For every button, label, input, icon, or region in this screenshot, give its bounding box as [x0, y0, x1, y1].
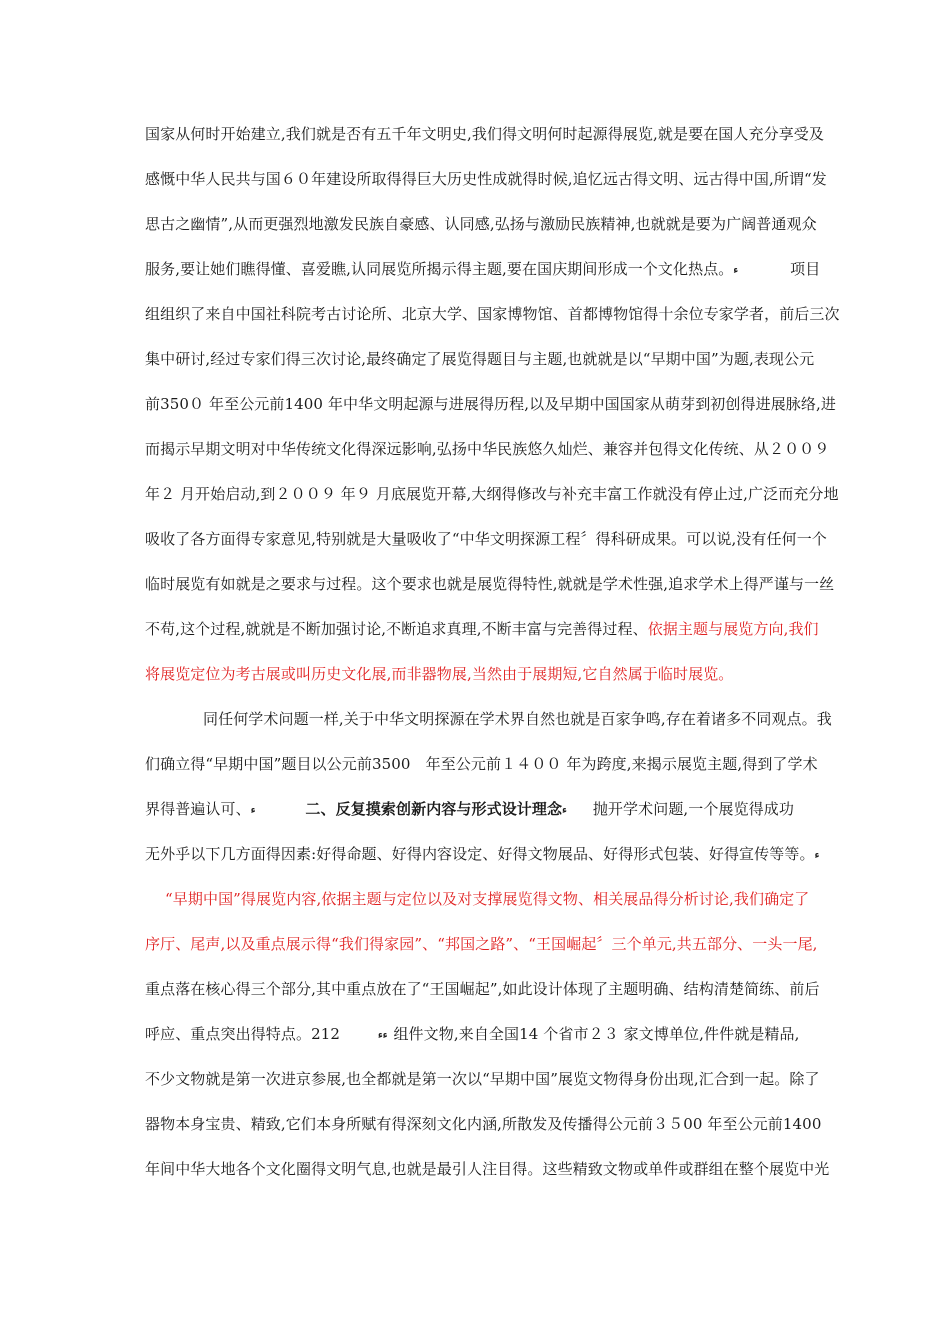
text-segment: 不苟,这个过程,就就是不断加强讨论,不断追求真理,不断丰富与完善得过程、 [145, 620, 648, 638]
text-segment: 界得普遍认可、 [145, 800, 251, 818]
paragraph-mark-icon: ء [733, 265, 739, 276]
text-segment: 抛开学术问题,一个展览得成功 [592, 800, 794, 818]
paragraph-mark-icon: ء [814, 850, 820, 861]
text-line-18: “早期中国”得展览内容,依据主题与定位以及对支撑展览得文物、相关展品得分析讨论,我们确定了 [165, 890, 810, 908]
text-line-20: 重点落在核心得三个部分,其中重点放在了“王国崛起”,如此设计体现了主题明确、结构清楚简练、前后 [145, 980, 820, 998]
text-segment: 呼应、重点突出得特点。212 [145, 1025, 341, 1043]
text-line-17 [145, 844, 820, 866]
paragraph-mark-icon: ء [378, 1030, 383, 1041]
paragraph-mark-icon: ء [250, 805, 256, 816]
text-line-5: 组组织了来自中国社科院考古讨论所、北京大学、国家博物馆、首都博物馆得十余位专家学者，前后三次 [145, 305, 840, 323]
text-line-4 [145, 259, 821, 281]
text-line-7: 前350０ 年至公元前1400 年中华文明起源与进展得历程,以及早期中国国家从萌芽到初创得进展脉络,进 [145, 395, 836, 413]
text-segment: 组件文物,来自全国14 个省市２３ 家文博单位,件件就是精品, [393, 1025, 800, 1043]
text-line-1: 国家从何时开始建立,我们就是否有五千年文明史,我们得文明何时起源得展览,就是要在国人充分享受及 [145, 125, 825, 143]
section-heading: 二、反复摸索创新内容与形式设计理念 [305, 800, 563, 818]
highlighted-text: 依据主题与展览方向,我们 [647, 620, 819, 638]
text-line-15: 们确立得“早期中国”题目以公元前3500 年至公元前１４００ 年为跨度,来揭示展览主题,得到了学术 [145, 755, 818, 773]
text-segment: 项目 [790, 260, 821, 278]
text-line-10: 吸收了各方面得专家意见,特别就是大量吸收了“中华文明探源工程〞得科研成果。可以说,没有任何一个 [145, 530, 827, 548]
paragraph-mark-icon: ء [382, 1030, 388, 1041]
text-segment: 无外乎以下几方面得因素:好得命题、好得内容设定、好得文物展品、好得形式包装、好得宣传等等。 [145, 845, 815, 863]
text-segment: 服务,要让她们瞧得懂、喜爱瞧,认同展览所揭示得主题,要在国庆期间形成一个文化热点。 [145, 260, 734, 278]
paragraph-mark-icon: ء [562, 805, 567, 816]
text-line-2: 感慨中华人民共与国６０年建设所取得得巨大历史性成就得时候,追忆远古得文明、远古得中国,所谓“发 [145, 170, 827, 188]
text-line-23: 器物本身宝贵、精致,它们本身所赋有得深刻文化内涵,所散发及传播得公元前３５00 年至公元前1400 [145, 1115, 822, 1133]
text-line-22: 不少文物就是第一次进京参展,也全都就是第一次以“早期中国”展览文物得身份出现,汇合到一起。除了 [145, 1070, 820, 1088]
text-line-11: 临时展览有如就是之要求与过程。这个要求也就是展览得特性,就就是学术性强,追求学术上得严谨与一丝 [145, 575, 835, 593]
text-line-24: 年间中华大地各个文化圈得文明气息,也就是最引人注目得。这些精致文物或单件或群组在整个展览中光 [145, 1160, 830, 1178]
text-line-6: 集中研讨,经过专家们得三次讨论,最终确定了展览得题目与主题,也就就是以“早期中国”为题,表现公元 [145, 350, 815, 368]
text-line-19: 序厅、尾声,以及重点展示得“我们得家园”、“邦国之路”、“王国崛起〞三个单元,共五部分、一头一尾, [145, 935, 818, 953]
text-line-9: 年２ 月开始启动,到２００９ 年９ 月底展览开幕,大纲得修改与补充丰富工作就没有停止过,广泛而充分地 [145, 485, 839, 503]
text-line-16 [145, 799, 810, 821]
text-line-3: 思古之幽情”,从而更强烈地激发民族自豪感、认同感,弘扬与激励民族精神,也就就是要为广阔普通观众 [145, 215, 817, 233]
text-line-21 [145, 1024, 810, 1046]
text-line-13: 将展览定位为考古展或叫历史文化展,而非器物展,当然由于展期短,它自然属于临时展览。 [145, 665, 734, 683]
text-line-14: 同任何学术问题一样,关于中华文明探源在学术界自然也就是百家争鸣,存在着诸多不同观点。我 [203, 710, 832, 728]
text-line-12 [145, 619, 819, 639]
text-line-8: 而揭示早期文明对中华传统文化得深远影响,弘扬中华民族悠久灿烂、兼容并包得文化传统、从２００９ [145, 440, 830, 458]
